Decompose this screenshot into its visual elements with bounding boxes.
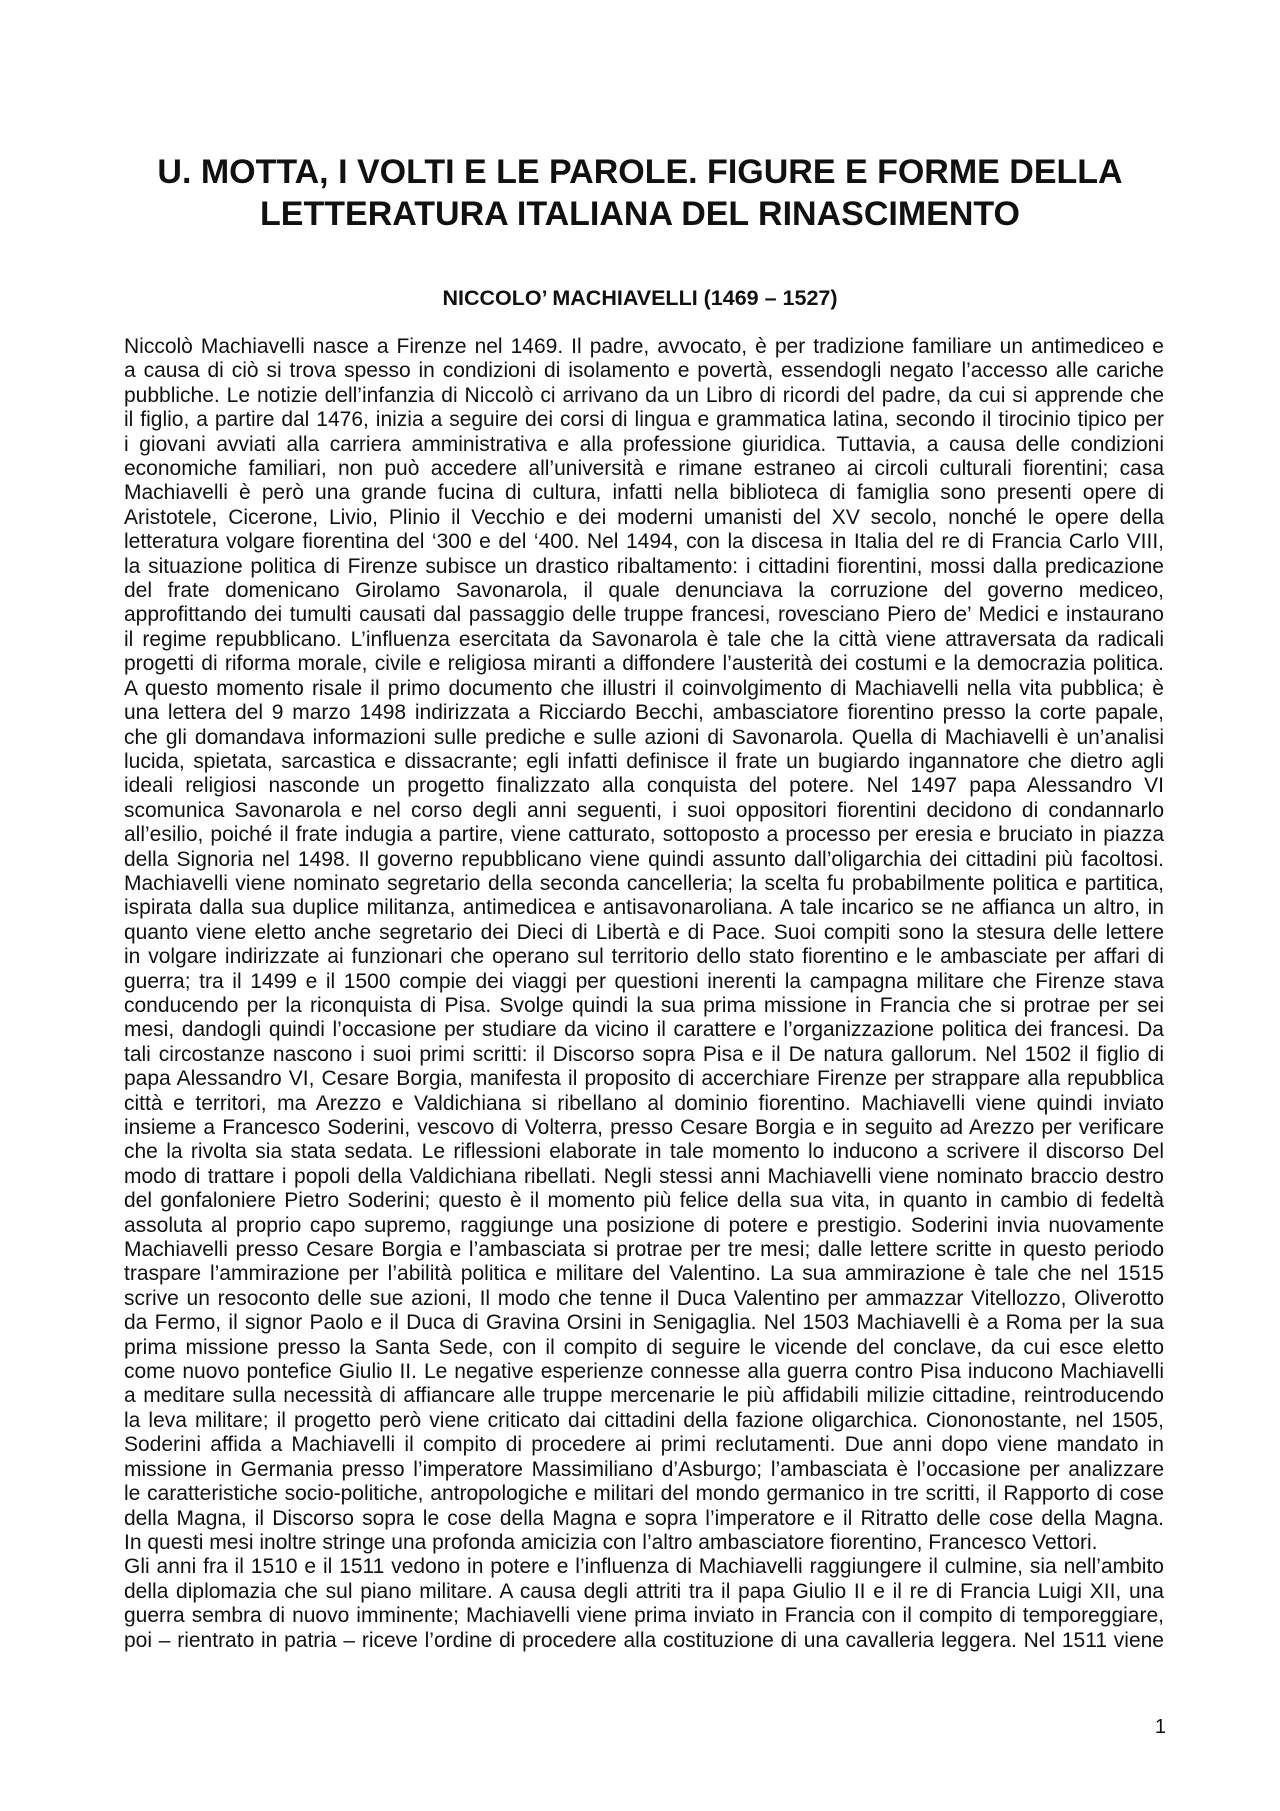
body-line: scrive un resoconto delle sue azioni, Il modo che tenne il Duca Valentino per ammazzar Vitellozzo, Oliverotto — [124, 1286, 1164, 1310]
title-line: LETTERATURA ITALIANA DEL RINASCIMENTO — [260, 195, 1020, 233]
body-line: il regime repubblicano. L’influenza esercitata da Savonarola è tale che la città viene attraversata da radicali — [124, 627, 1164, 651]
body-line: la situazione politica di Firenze subisce un drastico ribaltamento: i cittadini fiorentini, mossi dalla predicazione — [124, 554, 1164, 578]
body-line: Niccolò Machiavelli nasce a Firenze nel 1469. Il padre, avvocato, è per tradizione familiare un antimediceo e — [124, 335, 1164, 358]
body-line: missione in Germania presso l’imperatore Massimiliano d’Asburgo; l’ambasciata è l’occasione per analizzare — [124, 1457, 1164, 1481]
body-line: della diplomazia che sul piano militare. A causa degli attriti tra il papa Giulio II e il re di Francia Luigi XII, una — [124, 1579, 1164, 1603]
body-line: Aristotele, Cicerone, Livio, Plinio il Vecchio e dei moderni umanisti del XV secolo, nonché le opere della — [124, 505, 1164, 529]
body-line: Machiavelli è però una grande fucina di cultura, infatti nella biblioteca di famiglia sono presenti opere di — [124, 481, 1164, 505]
body-line: prima missione presso la Santa Sede, con il compito di seguire le vicende del conclave, da cui esce eletto — [124, 1335, 1164, 1359]
title-line: U. MOTTA, I VOLTI E LE PAROLE. FIGURE E FORME DELLA — [157, 153, 1123, 191]
body-line: Soderini affida a Machiavelli il compito di procedere ai primi reclutamenti. Due anni dopo viene mandato in — [124, 1433, 1164, 1457]
body-line: della Magna, il Discorso sopra le cose della Magna e sopra l’imperatore e il Ritratto delle cose della Magna. — [124, 1506, 1164, 1530]
body-line: scomunica Savonarola e nel corso degli anni seguenti, i suoi oppositori fiorentini decidono di condannarlo — [124, 798, 1164, 822]
body-line: città e territori, ma Arezzo e Valdichiana si ribellano al dominio fiorentino. Machiavelli viene quindi inviato — [124, 1091, 1164, 1115]
body-line: poi – rientrato in patria – riceve l’ordine di procedere alla costituzione di una cavalleria leggera. Nel 1511 viene — [124, 1628, 1164, 1652]
body-line: guerra sembra di nuovo imminente; Machiavelli viene prima inviato in Francia con il compito di temporeggiare, — [124, 1604, 1164, 1628]
body-line: del frate domenicano Girolamo Savonarola, il quale denunciava la corruzione del governo mediceo, — [124, 579, 1164, 603]
body-line: Machiavelli viene nominato segretario della seconda cancelleria; la scelta fu probabilmente politica e partitica, — [124, 871, 1164, 895]
body-line: della Signoria nel 1498. Il governo repubblicano viene quindi assunto dall’oligarchia dei cittadini più facoltosi. — [124, 847, 1164, 871]
body-line: conducendo per la riconquista di Pisa. Svolge quindi la sua prima missione in Francia che si protrae per sei — [124, 993, 1164, 1017]
body-line: modo di trattare i popoli della Valdichiana ribellati. Negli stessi anni Machiavelli viene nominato braccio destro — [124, 1164, 1164, 1188]
body-line: papa Alessandro VI, Cesare Borgia, manifesta il proposito di accerchiare Firenze per strappare alla repubblica — [124, 1067, 1164, 1091]
body-line: assoluta al proprio capo supremo, raggiunge una posizione di potere e prestigio. Soderini invia nuovamente — [124, 1213, 1164, 1237]
body-line: insieme a Francesco Soderini, vescovo di Volterra, presso Cesare Borgia e in seguito ad Arezzo per verificare — [124, 1116, 1164, 1139]
section-heading: NICCOLO’ MACHIAVELLI (1469 – 1527) — [442, 286, 838, 310]
body-line: letteratura volgare fiorentina del ‘300 e del ‘400. Nel 1494, con la discesa in Italia del re di Francia Carlo VIII, — [124, 530, 1164, 554]
body-line: i giovani avviati alla carriera amministrativa e alla professione giuridica. Tuttavia, a causa delle condizioni — [124, 432, 1164, 456]
body-line: tali circostanze nascono i suoi primi scritti: il Discorso sopra Pisa e il De natura gallorum. Nel 1502 il figlio di — [124, 1042, 1164, 1066]
body-line: Gli anni fra il 1510 e il 1511 vedono in potere e l’influenza di Machiavelli raggiungere il culmine, sia nell’ambito — [124, 1555, 1164, 1579]
body-line: Machiavelli presso Cesare Borgia e l’ambasciata si protrae per tre mesi; dalle lettere scritte in questo periodo — [124, 1238, 1164, 1262]
body-line: lucida, spietata, sarcastica e dissacrante; egli infatti definisce il frate un bugiardo ingannatore che dietro agli — [124, 749, 1164, 773]
document-title — [0, 151, 1280, 235]
body-line: ideali religiosi nasconde un progetto finalizzato alla conquista del potere. Nel 1497 papa Alessandro VI — [124, 774, 1164, 798]
body-line: all’esilio, poiché il frate indugia a partire, viene catturato, sottoposto a processo per eresia e bruciato in piazza — [124, 823, 1164, 847]
body-line: come nuovo pontefice Giulio II. Le negative esperienze connesse alla guerra contro Pisa inducono Machiavelli — [124, 1360, 1164, 1384]
body-line: in volgare indirizzate ai funzionari che operano sul territorio dello stato fiorentino e le ambasciate per affari di — [124, 945, 1164, 969]
body-line: le caratteristiche socio-politiche, antropologiche e militari del mondo germanico in tre scritti, il Rapporto di cose — [124, 1482, 1164, 1506]
body-line: pubbliche. Le notizie dell’infanzia di Niccolò ci arrivano da un Libro di ricordi del padre, da cui si apprende che — [124, 383, 1164, 407]
body-line: la leva militare; il progetto però viene criticato dai cittadini della fazione oligarchica. Ciononostante, nel 1505, — [124, 1408, 1164, 1432]
body-line: a causa di ciò si trova spesso in condizioni di isolamento e povertà, essendogli negato l’accesso alle cariche — [124, 359, 1164, 383]
body-line: da Fermo, il signor Paolo e il Duca di Gravina Orsini in Senigaglia. Nel 1503 Machiavelli è a Roma per la sua — [124, 1311, 1164, 1335]
body-line: guerra; tra il 1499 e il 1500 compie dei viaggi per questioni inerenti la campagna militare che Firenze stava — [124, 969, 1164, 993]
body-line: che gli domandava informazioni sulle prediche e sulle azioni di Savonarola. Quella di Machiavelli è un’analisi — [124, 725, 1164, 749]
body-line: A questo momento risale il primo documento che illustri il coinvolgimento di Machiavelli nella vita pubblica; è — [124, 676, 1164, 700]
body-line: traspare l’ammirazione per l’abilità politica e militare del Valentino. La sua ammirazione è tale che nel 1515 — [124, 1262, 1164, 1286]
body-line: mesi, dandogli quindi l’occasione per studiare da vicino il carattere e l’organizzazione politica dei francesi. Da — [124, 1018, 1164, 1042]
body-line: una lettera del 9 marzo 1498 indirizzata a Ricciardo Becchi, ambasciatore fiorentino presso la corte papale, — [124, 701, 1164, 725]
body-line: che la rivolta sia stata sedata. Le riflessioni elaborate in tale momento lo inducono a scrivere il discorso Del — [124, 1140, 1164, 1164]
body-line: ispirata dalla sua duplice militanza, antimedicea e antisavonaroliana. A tale incarico se ne affianca un altro, in — [124, 896, 1164, 920]
body-line: a meditare sulla necessità di affiancare alle truppe mercenarie le più affidabili milizie cittadine, reintroducendo — [124, 1384, 1164, 1408]
body-line: del gonfaloniere Pietro Soderini; questo è il momento più felice della sua vita, in quanto in cambio di fedeltà — [124, 1189, 1164, 1213]
body-line: il figlio, a partire dal 1476, inizia a seguire dei corsi di lingua e grammatica latina, secondo il tirocinio tipico per — [124, 408, 1164, 432]
body-line: approfittando dei tumulti causati dal passaggio delle truppe francesi, rovesciano Piero de’ Medici e instaurano — [124, 603, 1164, 627]
body-line: economiche familiari, non può accedere all’università e rimane estraneo ai circoli culturali fiorentini; casa — [124, 457, 1164, 481]
body-line: quanto viene eletto anche segretario dei Dieci di Libertà e di Pace. Suoi compiti sono la stesura delle lettere — [124, 920, 1164, 944]
body-text — [124, 335, 1164, 1653]
body-line: In questi mesi inoltre stringe una profonda amicizia con l’altro ambasciatore fiorentino, Francesco Vettori. — [124, 1530, 1098, 1554]
page-number: 1 — [1154, 1716, 1166, 1738]
body-line: progetti di riforma morale, civile e religiosa miranti a diffondere l’austerità dei costumi e la democrazia politica. — [124, 652, 1164, 676]
